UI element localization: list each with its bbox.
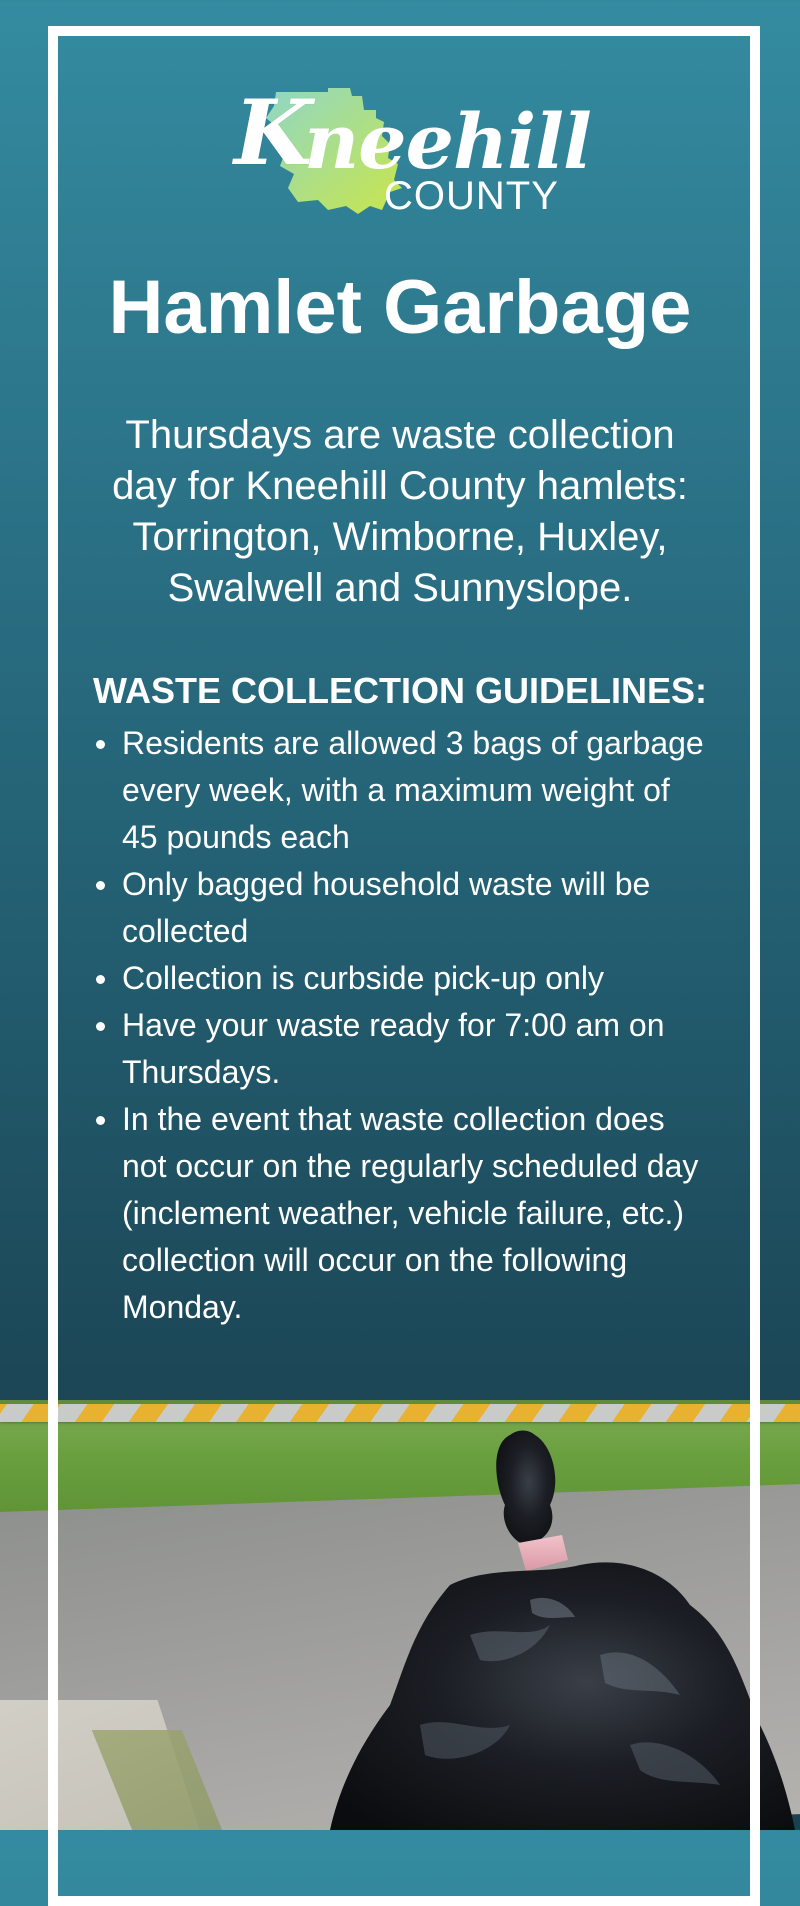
guideline-text: In the event that waste collection does not occur on the regularly scheduled day (inclement weather, vehicle failure, etc.) collection will occur on the following Monday. (122, 1101, 699, 1325)
page-title: Hamlet Garbage (108, 265, 692, 350)
guideline-item (93, 861, 713, 955)
logo-word-neehill: neehill (304, 97, 591, 186)
caution-tape-stripe (0, 1404, 800, 1422)
guideline-text: Collection is curbside pick-up only (122, 960, 604, 996)
intro-paragraph: Thursdays are waste collection day for Kneehill County hamlets: Torrington, Wimborne, Huxley, Swalwell and Sunnyslope. (112, 413, 688, 610)
bullet-icon (96, 881, 105, 890)
guideline-text: Residents are allowed 3 bags of garbage every week, with a maximum weight of 45 pounds each (122, 725, 704, 855)
guideline-text: Only bagged household waste will be collected (122, 866, 651, 949)
bullet-icon (96, 975, 105, 984)
guideline-item (93, 720, 713, 861)
logo-county-label: COUNTY (384, 174, 559, 218)
bullet-icon (96, 1116, 105, 1125)
guideline-text: Have your waste ready for 7:00 am on Thursdays. (122, 1007, 665, 1090)
guideline-item (93, 955, 713, 1002)
guidelines-heading: WASTE COLLECTION GUIDELINES: (93, 670, 708, 711)
bullet-icon (96, 740, 105, 749)
guideline-item (93, 1002, 713, 1096)
guideline-item (93, 1096, 713, 1331)
bullet-icon (96, 1022, 105, 1031)
guidelines-list (93, 720, 713, 1331)
kneehill-county-logo (228, 80, 591, 222)
garbage-bag-illustration (300, 1425, 800, 1830)
logo-letter-k: K (234, 80, 313, 186)
